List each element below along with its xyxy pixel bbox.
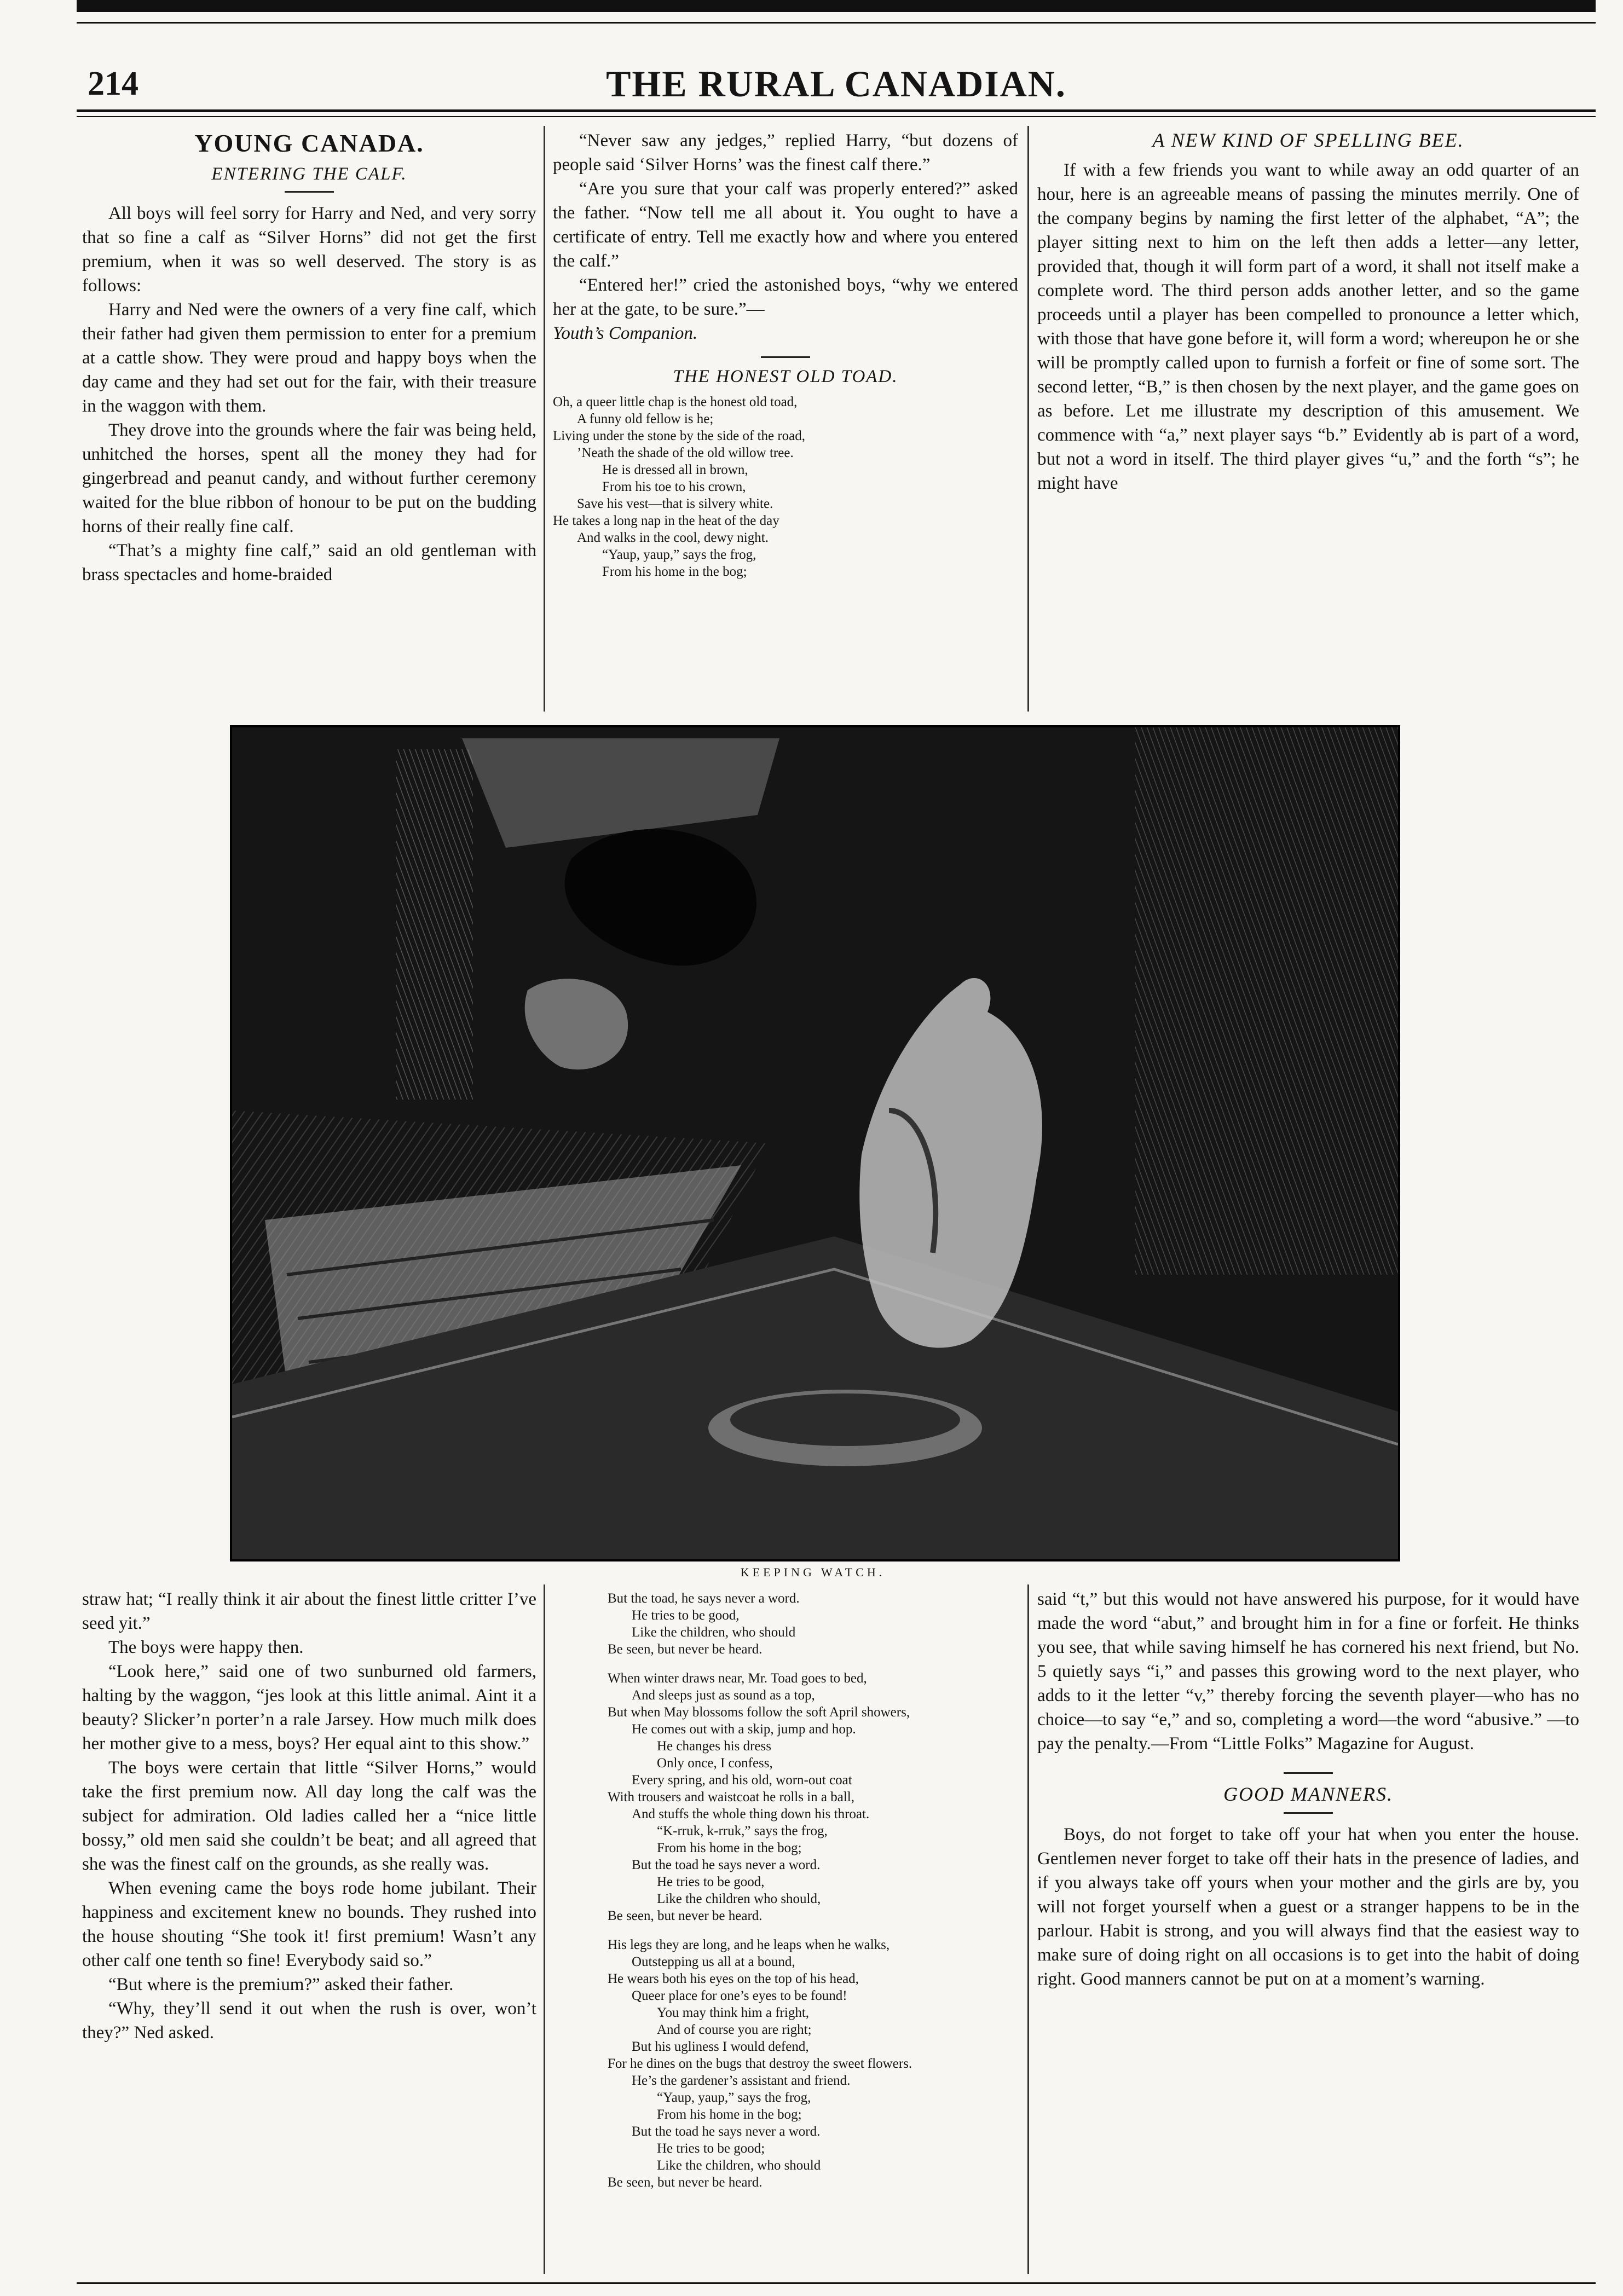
poem-line: “K-rruk, k-rruk,” says the frog,: [657, 1824, 828, 1838]
story-credit: Youth’s Companion.: [553, 323, 698, 343]
section-divider: [1284, 1772, 1333, 1774]
paragraph: Boys, do not forget to take off your hat when you enter the house. Gentlemen never forget to take off their hats in the presence of ladies, and if you always take off yours when your mother and the girls are by, you will not forget yourself when a guest or a stranger happens to be in the parlour. Habit is strong, and you will always find that the easiest way to make sure of doing right on all occasions is to get into the habit of doing right. Good manners cannot be put on at a moment’s warning.: [1037, 1825, 1579, 1989]
poem-line: Outstepping us all at a bound,: [632, 1954, 795, 1969]
poem-line: When winter draws near, Mr. Toad goes to bed,: [608, 1671, 867, 1686]
poem-line: And sleeps just as sound as a top,: [632, 1688, 815, 1703]
poem-line: “Yaup, yaup,” says the frog,: [657, 2090, 811, 2105]
poem-line: Living under the stone by the side of the road,: [553, 429, 805, 443]
header-rule: [77, 109, 1596, 112]
poem-line: He wears both his eyes on the top of his head,: [608, 1971, 859, 1986]
column-separator: [544, 126, 545, 712]
paragraph: “Look here,” said one of two sunburned old farmers, halting by the waggon, “jes look at this little animal. Aint it a beauty? Slicker’n porter’n a rale Jarsey. How much milk does her mother give to a mess, boys? Her equal aint to this show.”: [82, 1662, 536, 1754]
poem-line: And of course you are right;: [657, 2022, 812, 2037]
poem-line: “Yaup, yaup,” says the frog,: [602, 547, 756, 562]
poem-line: Like the children, who should: [657, 2158, 821, 2173]
poem-line: You may think him a fright,: [657, 2005, 810, 2020]
column-separator: [1027, 126, 1029, 712]
paragraph: The boys were certain that little “Silver Horns,” would take the first premium now. All day long the calf was the subject for admiration. Old ladies called her a “nice little bossy,” old men said she couldn’t be beat; and all agreed that she was the finest calf on the grounds, as she really was.: [82, 1758, 536, 1874]
poem-line: He tries to be good,: [632, 1608, 740, 1623]
poem-title: THE HONEST OLD TOAD.: [673, 367, 898, 386]
poem-line: Oh, a queer little chap is the honest old toad,: [553, 395, 798, 409]
section-divider: [761, 356, 810, 358]
column-1-bottom: [82, 1587, 536, 2282]
paragraph: “That’s a mighty fine calf,” said an old gentleman with brass spectacles and home-braided: [82, 541, 536, 585]
poem-line: For he dines on the bugs that destroy the sweet flowers.: [608, 2056, 912, 2071]
paragraph: “Never saw any jedges,” replied Harry, “but dozens of people said ‘Silver Horns’ was the finest calf there.”: [553, 131, 1018, 175]
poem-line: Every spring, and his old, worn-out coat: [632, 1773, 852, 1788]
poem-line: From his home in the bog;: [657, 1841, 802, 1855]
paragraph: straw hat; “I really think it air about the finest little critter I’ve seed yit.”: [82, 1589, 536, 1633]
poem-line: And stuffs the whole thing down his throat.: [632, 1807, 870, 1821]
paragraph: “But where is the premium?” asked their father.: [108, 1975, 454, 1994]
poem-line: And walks in the cool, dewy night.: [577, 530, 769, 545]
poem-line: Like the children, who should: [632, 1625, 796, 1640]
poem-line: He tries to be good,: [657, 1875, 765, 1889]
engraving-image: [232, 727, 1398, 1559]
poem-line: But his ugliness I would defend,: [632, 2039, 809, 2054]
poem-line: His legs they are long, and he leaps when he walks,: [608, 1938, 890, 1952]
section-title-young-canada: YOUNG CANADA.: [194, 129, 424, 157]
poem-line: He changes his dress: [657, 1739, 771, 1754]
poem-line: Like the children who should,: [657, 1892, 821, 1906]
poem-line: With trousers and waistcoat he rolls in a ball,: [608, 1790, 854, 1805]
column-1-top: [82, 129, 536, 714]
poem-line: A funny old fellow is he;: [577, 412, 714, 426]
column-separator: [1027, 1584, 1029, 2274]
poem-line: Queer place for one’s eyes to be found!: [632, 1988, 847, 2003]
paragraph: They drove into the grounds where the fair was being held, unhitched the horses, spent all the money they had for gingerbread and peanut candy, and without further ceremony waited for the blue ribbon of honour to be put on the budding horns of their really fine calf.: [82, 420, 536, 536]
poem-line: He’s the gardener’s assistant and friend.: [632, 2073, 851, 2088]
section-title-spelling-bee: A NEW KIND OF SPELLING BEE.: [1152, 129, 1464, 151]
paragraph: said “t,” but this would not have answered his purpose, for it would have made the word “abut,” and brought him in for a fine or forfeit. He thinks you see, that while saving himself he has cornered his next friend, but No. 5 quietly says “i,” and passes this growing word to the next player, who adds to it the letter “v,” thereby forcing the seventh player—who has no choice—to say “e,” and so, completing a word—the word “abusive.” —to pay the penalty.—From “Little Folks” Magazine for August.: [1037, 1589, 1579, 1754]
poem-line: Be seen, but never be heard.: [608, 1642, 763, 1657]
poem-line: He comes out with a skip, jump and hop.: [632, 1722, 856, 1737]
header-rule-thin: [77, 116, 1596, 117]
paragraph: “Why, they’ll send it out when the rush is over, won’t they?” Ned asked.: [82, 1999, 536, 2043]
top-rule: [77, 0, 1596, 12]
paragraph: If with a few friends you want to while away an odd quarter of an hour, here is an agreeable means of passing the minutes merrily. One of the company begins by naming the first letter of the alphabet, “A”; the player sitting next to him on the left then adds a letter—any letter, provided that, though it will form part of a word, it shall not itself make a complete word. The third person adds another letter, and so the game proceeds until a player has been compelled to pronounce a letter which, with those that have gone before it, will form a word; whereupon he or she will be promptly called upon to furnish a forfeit or fine of some sort. The second letter, “B,” is then chosen by the next player, and the game goes on as before. Let me illustrate my description of this amusement. We commence with “a,” next player says “b.” Evidently ab is part of a word, but not a word in itself. The third player gives “u,” and the forth “s”; he might have: [1037, 160, 1579, 493]
story-title: ENTERING THE CALF.: [211, 164, 407, 184]
poem-line: ’Neath the shade of the old willow tree.: [577, 446, 794, 460]
poem-line: Be seen, but never be heard.: [608, 1908, 763, 1923]
column-3-bottom: [1037, 1587, 1579, 2282]
poem-line: He is dressed all in brown,: [602, 462, 748, 477]
poem-line: But the toad he says never a word.: [632, 1858, 821, 1872]
illustration-caption: KEEPING WATCH.: [740, 1565, 886, 1579]
column-3-top: [1037, 129, 1579, 714]
poem-line: He tries to be good;: [657, 2141, 765, 2156]
page-title: THE RURAL CANADIAN.: [606, 63, 1066, 105]
poem-line: From his home in the bog;: [657, 2107, 802, 2122]
paragraph: Harry and Ned were the owners of a very fine calf, which their father had given them permission to enter for a premium at a cattle show. They were proud and happy boys when the day came and they had set out for the fair, with their treasure in the waggon with them.: [82, 300, 536, 416]
header-rule-top: [77, 22, 1596, 24]
column-2-bottom: [608, 1590, 1024, 2282]
poem-top: [553, 394, 1018, 580]
paragraph: “Entered her!” cried the astonished boys, “why we entered her at the gate, to be sure.”—: [553, 275, 1018, 319]
poem-line: From his toe to his crown,: [602, 479, 746, 494]
poem-line: Save his vest—that is silvery white.: [577, 496, 773, 511]
poem-line: From his home in the bog;: [602, 564, 747, 579]
poem-line: Be seen, but never be heard.: [608, 2175, 763, 2190]
paragraph: All boys will feel sorry for Harry and Ned, and very sorry that so fine a calf as “Silver Horns” did not get the first premium, when it was so well deserved. The story is as follows:: [82, 204, 536, 296]
stanza-break: [608, 1658, 1024, 1670]
poem-line: But the toad, he says never a word.: [608, 1591, 800, 1606]
paragraph: “Are you sure that your calf was properly entered?” asked the father. “Now tell me all about it. You ought to have a certificate of entry. Tell me exactly how and where you entered the calf.”: [553, 179, 1018, 271]
bottom-rule: [77, 2282, 1596, 2284]
page-number: 214: [88, 65, 138, 102]
title-divider: [1284, 1812, 1333, 1814]
column-2-top: [553, 129, 1018, 714]
paragraph: The boys were happy then.: [108, 1638, 304, 1657]
column-separator: [544, 1584, 545, 2274]
poem-line: But the toad he says never a word.: [632, 2124, 821, 2139]
poem-line: But when May blossoms follow the soft April showers,: [608, 1705, 910, 1720]
stanza-break: [608, 1924, 1024, 1936]
section-title-good-manners: GOOD MANNERS.: [1223, 1783, 1393, 1805]
illustration-keeping-watch: [230, 725, 1400, 1561]
paragraph: When evening came the boys rode home jubilant. Their happiness and excitement knew no bounds. They rushed into the house shouting “She took it! first premium! Wasn’t any other calf one tenth so fine! Everybody said so.”: [82, 1878, 536, 1970]
poem-line: Only once, I confess,: [657, 1756, 773, 1771]
poem-line: He takes a long nap in the heat of the day: [553, 513, 779, 528]
poem-bottom: [608, 1590, 1024, 2191]
title-divider: [285, 191, 334, 193]
